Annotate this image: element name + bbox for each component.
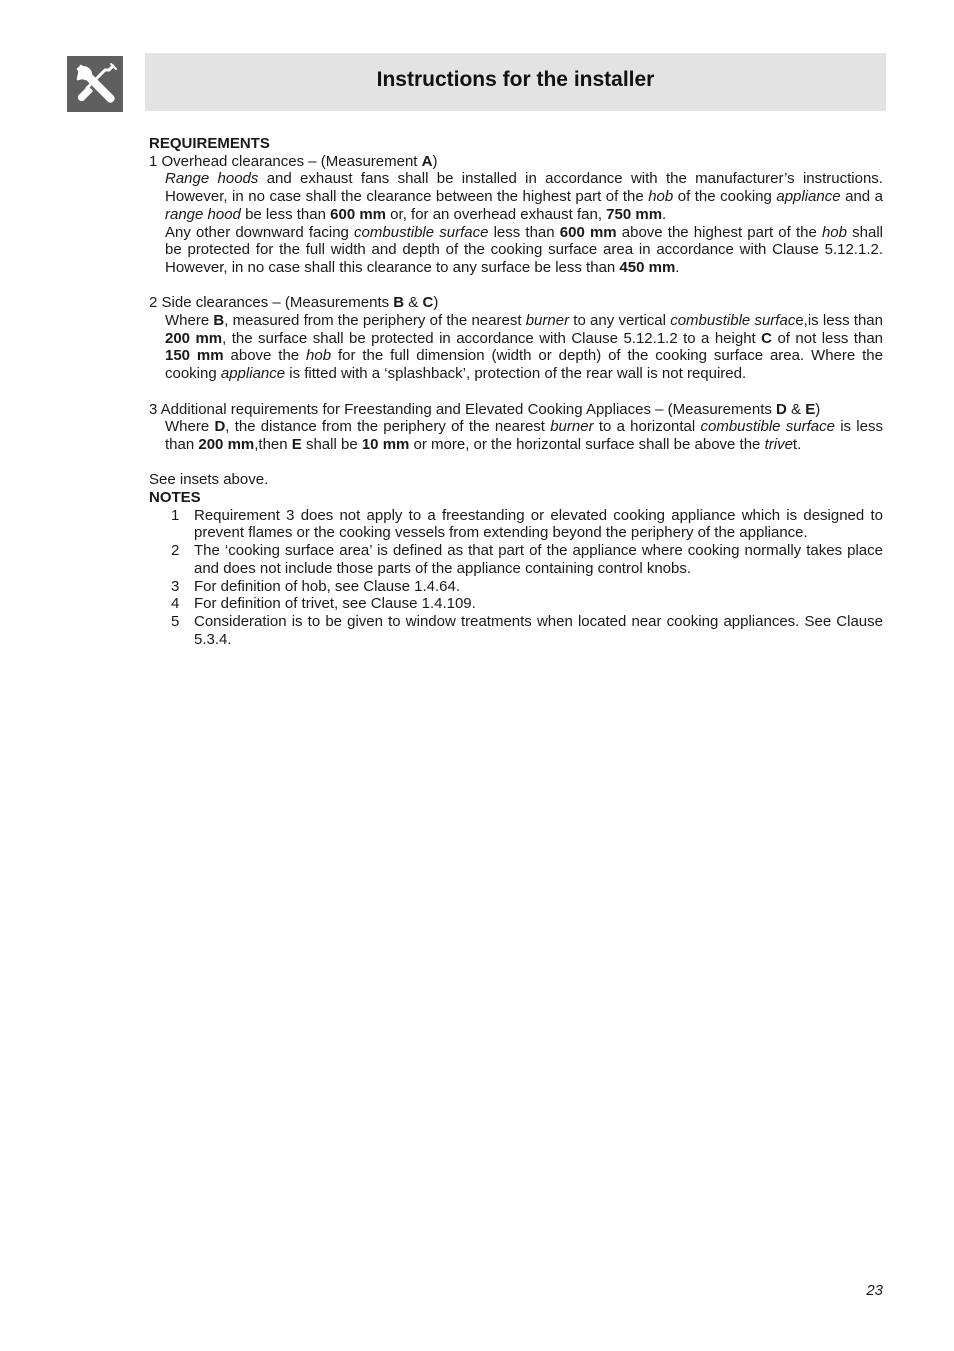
note-text: For definition of trivet, see Clause 1.4.109. [194,595,476,613]
text-run: above the [223,347,307,365]
text-run: appliance [776,188,841,206]
notes-heading: NOTES [149,489,201,507]
note-number: 2 [171,542,180,560]
text-run: range hood [165,205,241,223]
header-bar [145,53,886,111]
text-run: ,then [254,435,292,453]
note-text: For definition of hob, see Clause 1.4.64. [194,577,461,595]
text-run: less than [488,223,560,241]
text-run: t. [792,435,802,453]
note-item [149,542,883,577]
text-run: . [662,205,667,223]
text-run: B [213,312,225,330]
text-run: hob [648,188,674,206]
text-run: above the highest part of the [616,223,822,241]
note-text: The ‘cooking surface area’ is defined as that part of the appliance where cooking normally takes place and does not include those parts of the appliance containing control knobs. [194,542,883,577]
text-run: 750 mm [606,205,663,223]
text-run: , the surface shall be protected in accordance with Clause 5.12.1.2 to a height [222,329,762,347]
requirement-2-title [149,294,883,312]
note-text: Consideration is to be given to window treatments when located near cooking appliances. See Clause 5.3.4. [194,612,883,648]
text-run: ) [433,294,439,312]
text-run: 2 Side clearances – (Measurements [149,294,394,312]
note-item [149,595,883,613]
text-run: E [291,435,302,453]
text-run: , measured from the periphery of the nearest [224,312,526,330]
text-run: shall be [301,435,362,453]
requirement-2-paragraph [165,312,883,383]
notes-list [149,507,883,649]
text-run: & [404,294,423,312]
text-run: trive [764,435,793,453]
text-run: combustible surfac [670,312,796,330]
text-run: Where [165,312,214,330]
text-run: , the distance from the periphery of the nearest [225,418,551,436]
text-run: to any vertical [569,312,671,330]
text-run: D [214,418,226,436]
text-run: and exhaust fans shall be installed in accordance with the manufacturer’s instructions. However, in no case shall the clearance between the highest part of the [165,170,883,206]
page-title: Instructions for the installer [376,68,655,91]
tools-icon [67,56,123,112]
text-run: and a [840,188,883,206]
note-text: Requirement 3 does not apply to a freestanding or elevated cooking appliance which is designed to prevent flames or the cooking vessels from extending beyond the periphery of the appliance. [194,506,883,542]
text-run: of the cooking [673,188,777,206]
text-run: 3 Additional requirements for Freestanding and Elevated Cooking Appliaces – (Measurements [149,400,777,418]
text-run: E [805,400,816,418]
text-run: or, for an overhead exhaust fan, [386,205,607,223]
text-run: C [422,294,434,312]
text-run: burner [550,418,594,436]
text-run: burner [525,312,570,330]
text-run: 10 mm [361,435,410,453]
text-run: Range hoods [165,170,259,188]
note-number: 1 [171,506,180,524]
requirement-1-paragraph-1 [165,170,883,223]
page-number: 23 [866,1282,883,1299]
note-item [149,613,883,648]
note-item [149,507,883,542]
text-run: ) [815,400,821,418]
text-run: or more, or the horizontal surface shall be above the [409,435,765,453]
text-run: 450 mm [619,258,676,276]
requirement-3-paragraph [165,418,883,453]
text-run: 200 mm [165,329,223,347]
text-run: . [675,258,680,276]
text-run: for the full dimension (width or depth) of the cooking surface area. Where the cooking [165,347,883,383]
note-number: 5 [171,612,180,630]
text-run: & [786,400,806,418]
text-run: 200 mm [198,435,255,453]
text-run: be less than [240,205,331,223]
text-run: C [761,329,772,347]
note-number: 3 [171,577,180,595]
text-run: Any other downward facing [165,223,355,241]
requirement-1-paragraph-2 [165,224,883,277]
note-item [149,578,883,596]
text-run: Where [165,418,215,436]
document-body [149,135,883,648]
see-insets-text: See insets above. [149,471,269,489]
text-run: of not less than [772,329,883,347]
text-run: B [393,294,405,312]
text-run: combustible surface [700,418,835,436]
text-run: hob [821,223,847,241]
text-run: to a horizontal [593,418,701,436]
text-run: 600 mm [330,205,387,223]
text-run: hob [306,347,332,365]
text-run: shall be protected for the full width and depth of the cooking surface area in accordance with Clause 5.12.1.2. However, in no case shall this clearance to any surface be less than [165,223,883,276]
text-run: D [776,400,787,418]
text-run: 150 mm [165,347,224,365]
note-number: 4 [171,595,180,613]
requirement-1-title: 1 Overhead clearances – (Measurement A) [149,152,438,170]
text-run: is less than [165,418,883,453]
text-run: combustible surface [354,223,489,241]
requirements-heading: REQUIREMENTS [149,135,270,152]
text-run: is fitted with a ‘splashback’, protection of the rear wall is not required. [285,365,747,383]
text-run: 600 mm [559,223,617,241]
text-run: appliance [220,365,286,383]
requirement-3-title [149,401,883,419]
text-run: e,is less than [795,312,883,330]
